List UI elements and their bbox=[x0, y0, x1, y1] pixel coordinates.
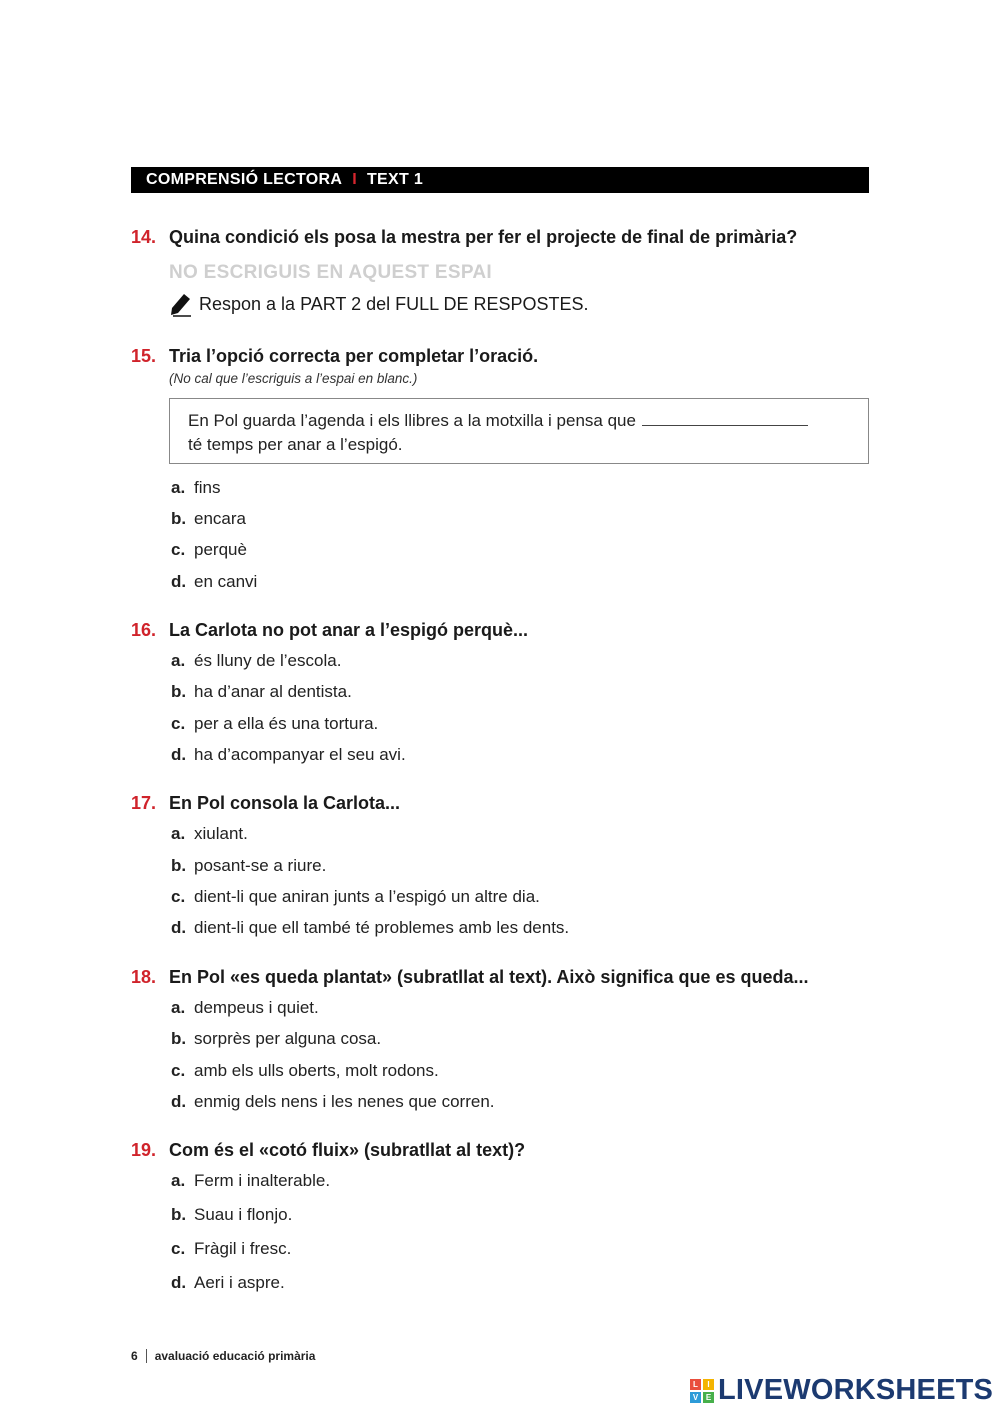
option-c[interactable] bbox=[171, 540, 247, 560]
option-text: dempeus i quiet. bbox=[194, 998, 319, 1017]
option-text: ha d’anar al dentista. bbox=[194, 682, 352, 701]
option-text: amb els ulls oberts, molt rodons. bbox=[194, 1061, 439, 1080]
question-number: 18. bbox=[131, 967, 157, 987]
option-letter: b. bbox=[171, 856, 187, 875]
logo-cell: V bbox=[690, 1392, 701, 1403]
question-number: 14. bbox=[131, 227, 157, 247]
option-letter: b. bbox=[171, 682, 187, 701]
footer-divider bbox=[146, 1349, 147, 1363]
option-text: perquè bbox=[194, 540, 247, 559]
brand-name: LIVEWORKSHEETS bbox=[718, 1374, 994, 1406]
option-text: sorprès per alguna cosa. bbox=[194, 1029, 382, 1048]
blank-space bbox=[642, 424, 808, 426]
question-number: 16. bbox=[131, 620, 157, 640]
option-b[interactable] bbox=[171, 856, 326, 876]
option-text: Aeri i aspre. bbox=[194, 1273, 285, 1292]
question-19 bbox=[131, 1140, 871, 1161]
text-label: TEXT 1 bbox=[366, 171, 424, 188]
option-letter: c. bbox=[171, 887, 186, 906]
no-write-notice: NO ESCRIGUIS EN AQUEST ESPAI bbox=[169, 262, 493, 283]
question-text: Tria l’opció correcta per completar l’oració. bbox=[169, 346, 539, 366]
option-text: en canvi bbox=[194, 572, 258, 591]
option-letter: d. bbox=[171, 745, 187, 764]
option-text: dient-li que aniran junts a l’espigó un altre dia. bbox=[194, 887, 540, 906]
logo-grid-icon bbox=[690, 1379, 714, 1403]
option-text: Fràgil i fresc. bbox=[194, 1239, 292, 1258]
option-letter: a. bbox=[171, 1171, 186, 1190]
option-letter: c. bbox=[171, 714, 186, 733]
option-b[interactable] bbox=[171, 509, 246, 529]
answer-instruction bbox=[169, 291, 589, 317]
option-text: encara bbox=[194, 509, 246, 528]
question-note: (No cal que l’escriguis a l’espai en blanc.) bbox=[169, 371, 418, 386]
question-text: En Pol «es queda plantat» (subratllat al text). Això significa que es queda... bbox=[169, 967, 809, 987]
option-b[interactable] bbox=[171, 1029, 381, 1049]
option-d[interactable] bbox=[171, 918, 569, 938]
option-d[interactable] bbox=[171, 572, 257, 592]
option-b[interactable] bbox=[171, 682, 352, 702]
sentence-line-2: té temps per anar a l’espigó. bbox=[188, 435, 403, 454]
option-letter: c. bbox=[171, 540, 186, 559]
option-letter: a. bbox=[171, 824, 186, 843]
option-c[interactable] bbox=[171, 1061, 439, 1081]
option-a[interactable] bbox=[171, 824, 248, 844]
logo-cell: I bbox=[703, 1379, 714, 1390]
option-text: xiulant. bbox=[194, 824, 248, 843]
option-b[interactable] bbox=[171, 1205, 292, 1225]
option-text: és lluny de l’escola. bbox=[194, 651, 342, 670]
option-letter: b. bbox=[171, 1029, 187, 1048]
question-text: Quina condició els posa la mestra per fer el projecte de final de primària? bbox=[169, 227, 798, 247]
option-text: Ferm i inalterable. bbox=[194, 1171, 331, 1190]
question-number: 15. bbox=[131, 346, 157, 366]
option-letter: d. bbox=[171, 572, 187, 591]
option-d[interactable] bbox=[171, 1092, 495, 1112]
option-d[interactable] bbox=[171, 1273, 285, 1293]
answer-instruction-text: Respon a la PART 2 del FULL DE RESPOSTES. bbox=[199, 293, 589, 314]
option-letter: c. bbox=[171, 1061, 186, 1080]
option-c[interactable] bbox=[171, 887, 540, 907]
option-letter: c. bbox=[171, 1239, 186, 1258]
question-15 bbox=[131, 346, 871, 386]
logo-cell: E bbox=[703, 1392, 714, 1403]
option-c[interactable] bbox=[171, 1239, 291, 1259]
option-text: dient-li que ell també té problemes amb les dents. bbox=[194, 918, 570, 937]
option-text: posant-se a riure. bbox=[194, 856, 327, 875]
question-14 bbox=[131, 227, 871, 248]
option-a[interactable] bbox=[171, 1171, 330, 1191]
option-letter: b. bbox=[171, 509, 187, 528]
question-text: La Carlota no pot anar a l’espigó perquè... bbox=[169, 620, 529, 640]
question-16 bbox=[131, 620, 871, 641]
sentence-box bbox=[169, 398, 869, 464]
question-text: En Pol consola la Carlota... bbox=[169, 793, 401, 813]
pencil-icon bbox=[169, 291, 193, 317]
option-a[interactable] bbox=[171, 998, 319, 1018]
option-text: Suau i flonjo. bbox=[194, 1205, 293, 1224]
question-18 bbox=[131, 967, 871, 988]
option-letter: d. bbox=[171, 918, 187, 937]
option-letter: d. bbox=[171, 1273, 187, 1292]
option-a[interactable] bbox=[171, 478, 220, 498]
option-text: per a ella és una tortura. bbox=[194, 714, 379, 733]
option-letter: b. bbox=[171, 1205, 187, 1224]
section-header bbox=[131, 167, 869, 193]
sentence-line-1: En Pol guarda l’agenda i els llibres a la motxilla i pensa que bbox=[188, 411, 636, 430]
page-number: 6 bbox=[131, 1349, 138, 1363]
liveworksheets-logo[interactable] bbox=[690, 1374, 993, 1407]
option-letter: a. bbox=[171, 998, 186, 1017]
page-footer bbox=[131, 1349, 315, 1363]
option-text: fins bbox=[194, 478, 221, 497]
footer-text: avaluació educació primària bbox=[154, 1349, 316, 1363]
header-separator: I bbox=[352, 171, 357, 188]
option-letter: a. bbox=[171, 651, 186, 670]
question-number: 17. bbox=[131, 793, 157, 813]
question-text: Com és el «cotó fluix» (subratllat al text)? bbox=[169, 1140, 526, 1160]
option-text: enmig dels nens i les nenes que corren. bbox=[194, 1092, 495, 1111]
logo-cell: L bbox=[690, 1379, 701, 1390]
option-c[interactable] bbox=[171, 714, 378, 734]
question-number: 19. bbox=[131, 1140, 157, 1160]
option-letter: a. bbox=[171, 478, 186, 497]
option-d[interactable] bbox=[171, 745, 406, 765]
question-17 bbox=[131, 793, 871, 814]
option-a[interactable] bbox=[171, 651, 341, 671]
section-title: COMPRENSIÓ LECTORA bbox=[146, 171, 343, 188]
option-letter: d. bbox=[171, 1092, 187, 1111]
option-text: ha d’acompanyar el seu avi. bbox=[194, 745, 406, 764]
